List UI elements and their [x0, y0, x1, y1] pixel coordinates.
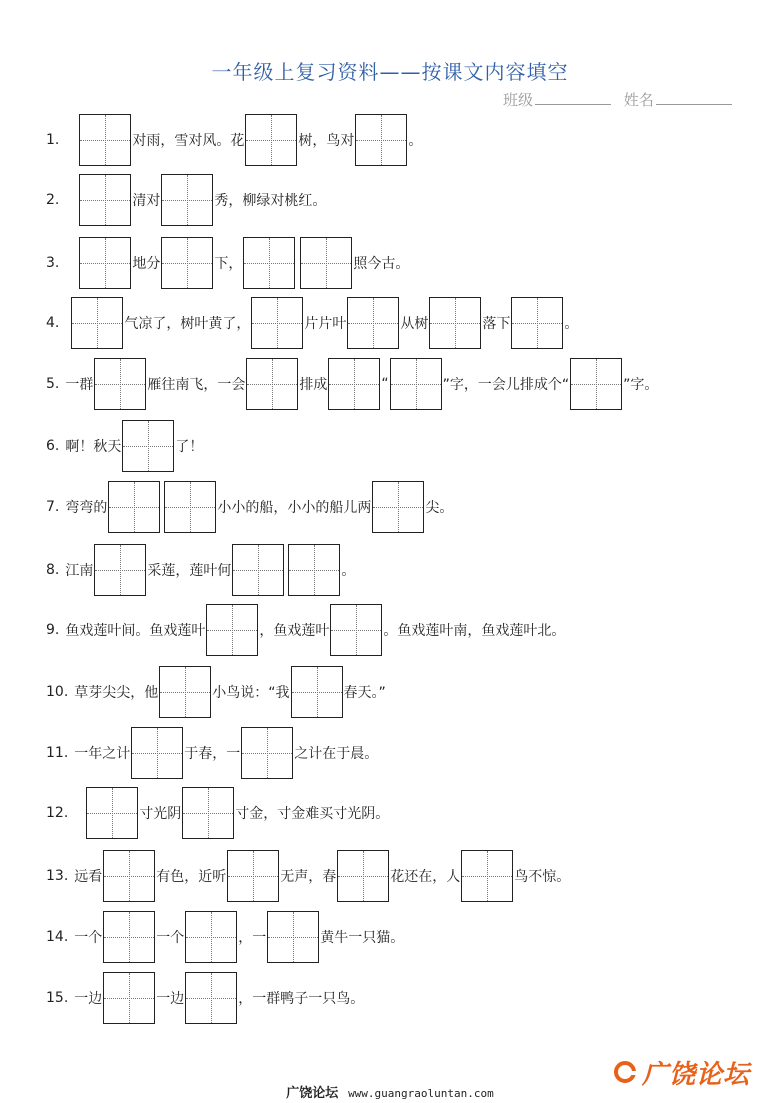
line-text: 地分 [132, 256, 161, 272]
answer-box[interactable] [161, 237, 213, 289]
exercise-line-3 [46, 237, 409, 289]
exercise-line-4 [46, 297, 578, 349]
answer-box[interactable] [94, 544, 146, 596]
exercise-line-13 [46, 850, 570, 902]
line-text: ”字。 [623, 377, 659, 393]
answer-box[interactable] [182, 787, 234, 839]
line-text: ，一 [238, 930, 267, 946]
line-text: 于春，一 [184, 746, 241, 762]
line-text: 。 [408, 133, 423, 149]
line-text: 采莲，莲叶何 [147, 563, 232, 579]
line-text: 片片叶 [304, 316, 347, 332]
line-text: 照今古。 [353, 256, 410, 272]
line-text: 一个 [74, 930, 103, 946]
answer-box[interactable] [355, 114, 407, 166]
answer-box[interactable] [79, 114, 131, 166]
line-text: 雁往南飞，一会 [147, 377, 246, 393]
answer-box[interactable] [232, 544, 284, 596]
answer-box[interactable] [185, 911, 237, 963]
answer-box[interactable] [570, 358, 622, 410]
answer-box[interactable] [79, 174, 131, 226]
line-text: 鱼戏莲叶间。鱼戏莲叶 [65, 623, 206, 639]
line-text: ，鱼戏莲叶 [259, 623, 330, 639]
line-text: 树，鸟对 [298, 133, 355, 149]
line-text: 无声，春 [280, 869, 337, 885]
line-text: 啊！秋天 [65, 439, 122, 455]
answer-box[interactable] [206, 604, 258, 656]
answer-box[interactable] [103, 850, 155, 902]
answer-box[interactable] [131, 727, 183, 779]
line-text: 有色，近听 [156, 869, 227, 885]
answer-box[interactable] [103, 911, 155, 963]
line-text: 从树 [400, 316, 429, 332]
footer-brand: 广饶论坛 [286, 1086, 339, 1101]
line-text: 花还在，人 [390, 869, 461, 885]
answer-box[interactable] [288, 544, 340, 596]
exercise-line-2 [46, 174, 326, 226]
answer-box[interactable] [267, 911, 319, 963]
line-number: 2. [46, 192, 60, 208]
answer-box[interactable] [245, 114, 297, 166]
line-text: 气凉了，树叶黄了， [124, 316, 251, 332]
exercise-line-1 [46, 114, 422, 166]
line-number: 6. [46, 438, 60, 454]
line-text: 秀，柳绿对桃红。 [214, 193, 327, 209]
line-text: 排成 [299, 377, 328, 393]
line-text: 。鱼戏莲叶南，鱼戏莲叶北。 [383, 623, 566, 639]
class-label: 班级 [503, 91, 534, 109]
line-text: 落下 [482, 316, 511, 332]
line-text: 弯弯的 [65, 500, 108, 516]
line-text: 了！ [175, 439, 204, 455]
line-text: 之计在于晨。 [294, 746, 379, 762]
answer-box[interactable] [122, 420, 174, 472]
exercise-line-9 [46, 604, 565, 656]
answer-box[interactable] [103, 972, 155, 1024]
exercise-line-11 [46, 727, 378, 779]
answer-box[interactable] [328, 358, 380, 410]
line-text: ，一群鸭子一只鸟。 [238, 991, 365, 1007]
line-text: 。 [341, 563, 356, 579]
line-text: 对雨，雪对风。花 [132, 133, 245, 149]
answer-box[interactable] [337, 850, 389, 902]
answer-box[interactable] [161, 174, 213, 226]
line-number: 8. [46, 562, 60, 578]
line-number: 14. [46, 929, 69, 945]
exercise-line-12 [46, 787, 389, 839]
line-text: ”字，一会儿排成个“ [442, 377, 570, 393]
line-text: 寸金，寸金难买寸光阴。 [235, 806, 390, 822]
answer-box[interactable] [185, 972, 237, 1024]
answer-box[interactable] [251, 297, 303, 349]
line-text: 。 [564, 316, 579, 332]
line-text: 一年之计 [74, 746, 131, 762]
line-text: 草芽尖尖，他 [74, 685, 159, 701]
answer-box[interactable] [108, 481, 160, 533]
line-number: 3. [46, 255, 60, 271]
line-number: 13. [46, 868, 69, 884]
line-text: 江南 [65, 563, 94, 579]
answer-box[interactable] [390, 358, 442, 410]
page-footer [0, 1082, 780, 1101]
line-text: 小鸟说：“我 [212, 685, 290, 701]
answer-box[interactable] [461, 850, 513, 902]
answer-box[interactable] [372, 481, 424, 533]
name-label: 姓名 [623, 91, 654, 109]
name-blank[interactable] [656, 104, 732, 105]
exercise-line-8 [46, 544, 355, 596]
exercise-line-10 [46, 666, 386, 718]
line-text: 春天。” [343, 685, 386, 701]
exercise-line-7 [46, 481, 453, 533]
answer-box[interactable] [94, 358, 146, 410]
footer-url[interactable]: www.guangraoluntan.com [348, 1087, 494, 1100]
answer-box[interactable] [164, 481, 216, 533]
line-text: 远看 [74, 869, 103, 885]
exercise-line-5 [46, 358, 658, 410]
line-number: 1. [46, 132, 60, 148]
answer-box[interactable] [86, 787, 138, 839]
exercise-line-14 [46, 911, 404, 963]
line-number: 15. [46, 990, 69, 1006]
line-text: 寸光阴 [139, 806, 182, 822]
answer-box[interactable] [511, 297, 563, 349]
line-text: 清对 [132, 193, 161, 209]
line-text: “ [381, 376, 389, 392]
class-blank[interactable] [535, 104, 611, 105]
logo-g-icon [614, 1061, 636, 1083]
line-text: 一边 [74, 991, 103, 1007]
answer-box[interactable] [246, 358, 298, 410]
answer-box[interactable] [330, 604, 382, 656]
logo-text: 广饶论坛 [642, 1059, 751, 1090]
answer-box[interactable] [291, 666, 343, 718]
line-text: 尖。 [425, 500, 454, 516]
line-text: 一边 [156, 991, 185, 1007]
line-text: 一个 [156, 930, 185, 946]
answer-box[interactable] [79, 237, 131, 289]
answer-box[interactable] [159, 666, 211, 718]
line-number: 11. [46, 745, 69, 761]
line-number: 12. [46, 805, 69, 821]
line-text: 鸟不惊。 [514, 869, 571, 885]
line-number: 4. [46, 315, 60, 331]
line-text: 一群 [65, 377, 94, 393]
line-number: 7. [46, 499, 60, 515]
answer-box[interactable] [243, 237, 295, 289]
line-number: 10. [46, 684, 69, 700]
line-text: 黄牛一只猫。 [320, 930, 405, 946]
line-text: 下， [214, 256, 243, 272]
answer-box[interactable] [347, 297, 399, 349]
answer-box[interactable] [241, 727, 293, 779]
worksheet-title: 一年级上复习资料——按课文内容填空 [211, 60, 569, 84]
line-number: 5. [46, 376, 60, 392]
answer-box[interactable] [71, 297, 123, 349]
line-number: 9. [46, 622, 60, 638]
answer-box[interactable] [300, 237, 352, 289]
line-text: 小小的船，小小的船儿两 [217, 500, 372, 516]
class-name-row [503, 89, 743, 110]
answer-box[interactable] [227, 850, 279, 902]
answer-box[interactable] [429, 297, 481, 349]
exercise-line-6 [46, 420, 203, 472]
exercise-line-15 [46, 972, 364, 1024]
